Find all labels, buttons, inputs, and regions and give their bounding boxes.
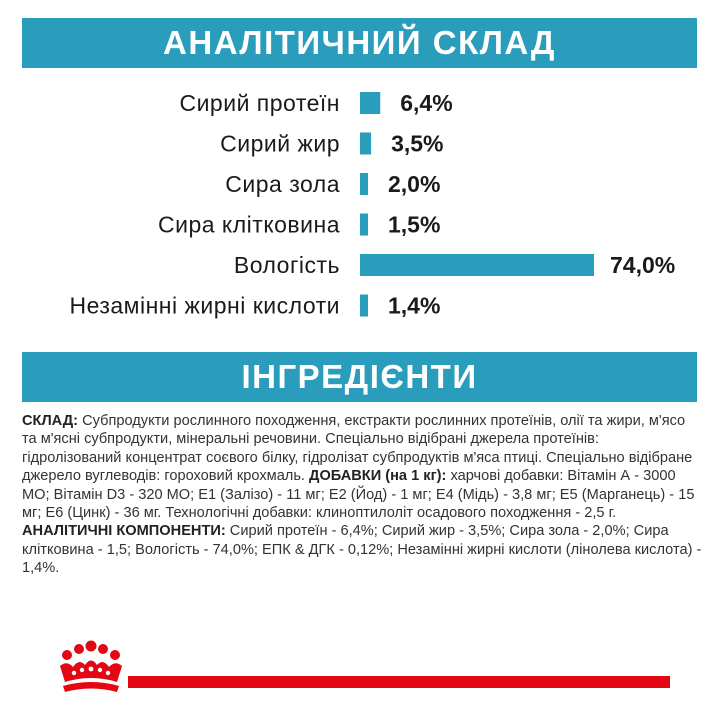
ingredients-text (22, 412, 702, 578)
bar (360, 295, 368, 317)
analysis-banner (22, 18, 697, 68)
additives-text: харчові добавки: Вітамін А - 3000 МО; Вітамін D3 - 320 МО; Е1 (Залізо) - 11 мг; Е2 (Йод) - 1 мг; Е4 (Мідь) - 3,8 мг; Е5 (Марганець) - 15 мг; Е6 (Цинк) - 36 мг. Технологічні добавки: клиноптилоліт осадового походження - 2,5 г. (22, 468, 695, 522)
category-label: Сира зола (225, 171, 340, 197)
bar (360, 173, 368, 195)
value-label: 1,4% (388, 292, 441, 319)
bar (360, 214, 368, 236)
analytical-label: АНАЛІТИЧНІ КОМПОНЕНТИ: (22, 523, 226, 540)
ingredients-title: ІНГРЕДІЄНТИ (241, 358, 478, 395)
additives-label: ДОБАВКИ (на 1 кг): (309, 468, 447, 485)
ingredients-banner (22, 352, 697, 402)
bar (360, 254, 594, 276)
value-label: 6,4% (400, 90, 453, 116)
analytical-text: Сирий протеїн - 6,4%; Сирий жир - 3,5%; Сира зола - 2,0%; Сира клітковина - 1,5; Вологість - 74,0%; ЕПК & ДГК - 0,12%; Незамінні жирні кислоти (лінолева кислота) - 1,4%. (22, 523, 702, 577)
category-label: Сира клітковина (158, 211, 340, 238)
value-label: 74,0% (610, 252, 676, 278)
category-label: Вологість (233, 252, 340, 278)
value-label: 2,0% (388, 171, 441, 197)
bar (360, 133, 371, 155)
analysis-title: АНАЛІТИЧНИЙ СКЛАД (163, 24, 556, 61)
category-label: Сирий жир (220, 130, 340, 157)
value-label: 1,5% (388, 211, 441, 238)
footer-red-line (128, 676, 670, 688)
bar (360, 92, 380, 114)
composition-label: СКЛАД: (22, 413, 79, 429)
value-label: 3,5% (391, 130, 444, 157)
composition-text: Субпродукти рослинного походження, екстракти рослинних протеїнів, олії та жири, м'ясо та м'ясні субпродукти, мінеральні речовини. Спеціально відібрані джерела протеїнів: гідролізований концентрат соєвого білку, гідролізат субпродуктів м'яса птиці. Спеціально відібране джерело вуглеводів: гороховий крохмаль. (22, 413, 693, 485)
crown-icon (54, 640, 128, 696)
category-label: Незамінні жирні кислоти (69, 292, 340, 319)
analysis-bar-chart (0, 80, 720, 340)
category-label: Сирий протеїн (179, 90, 340, 116)
